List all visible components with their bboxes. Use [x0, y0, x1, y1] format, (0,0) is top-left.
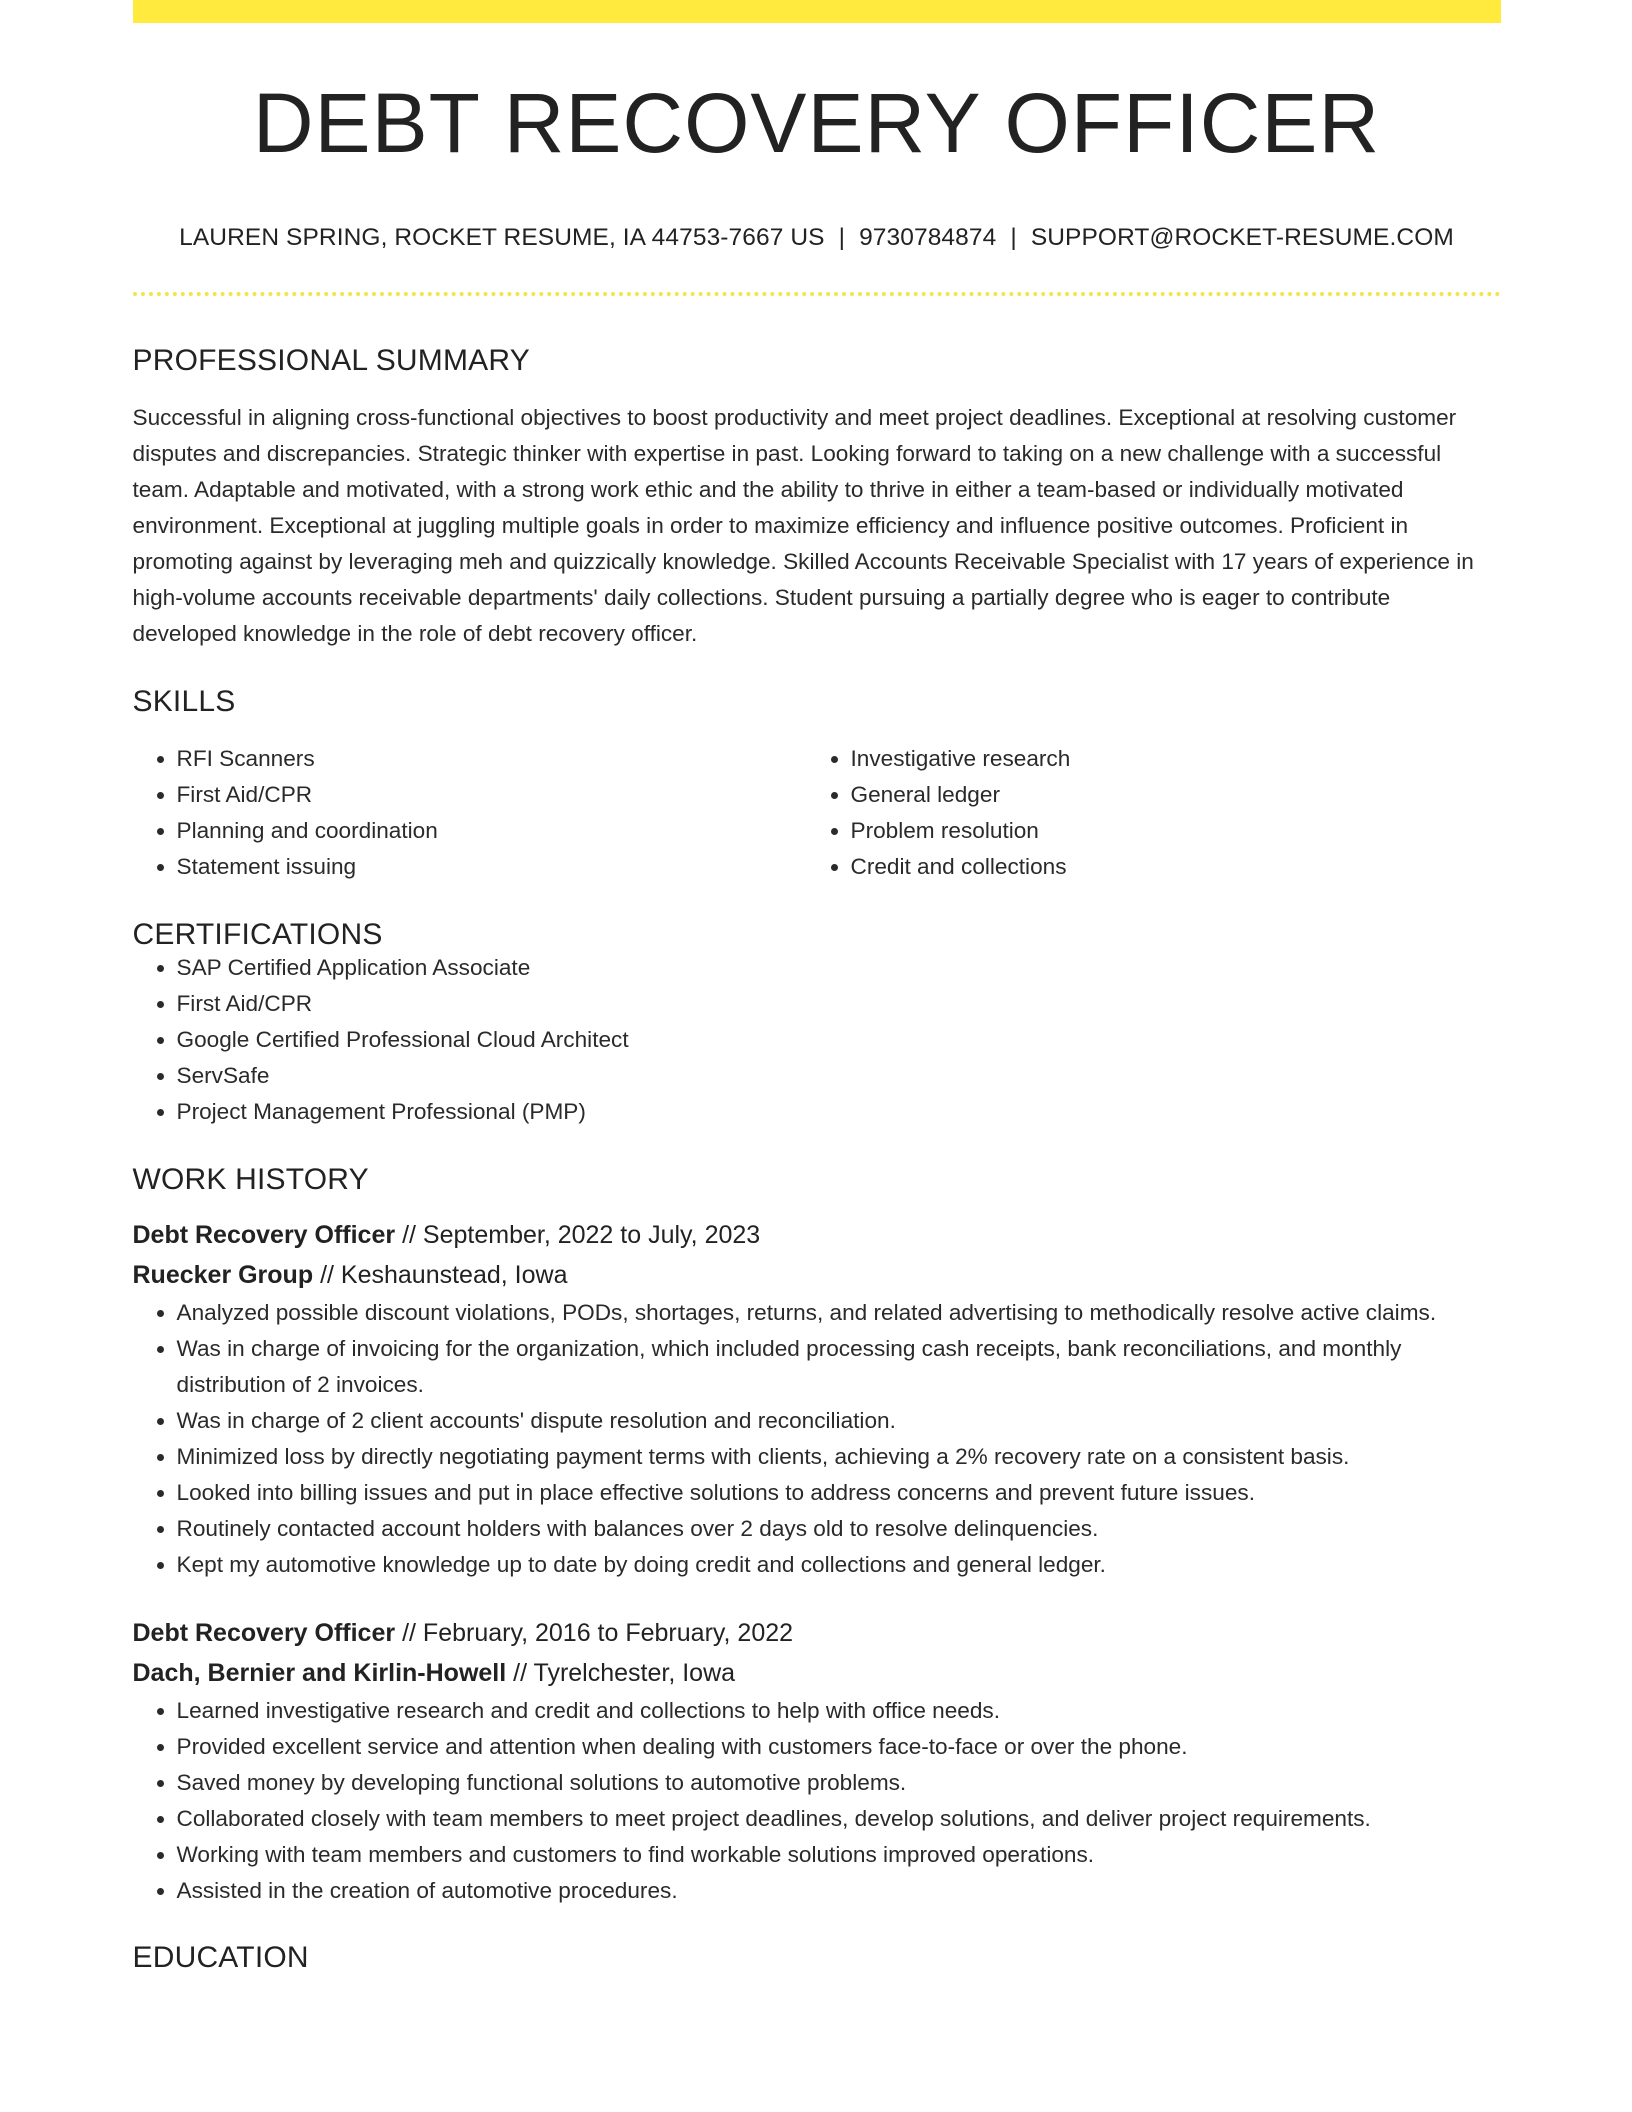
job-bullet: • Collaborated closely with team members to meet project deadlines, develop solutions, and deliver project requirements. [177, 1801, 1501, 1837]
job-bullet: • Working with team members and customers to find workable solutions improved operations. [177, 1837, 1501, 1873]
job-bullet: • Kept my automotive knowledge up to date by doing credit and collections and general ledger. [177, 1547, 1501, 1583]
summary-text: Successful in aligning cross-functional objectives to boost productivity and meet project deadlines. Exceptional at resolving customer disputes and discrepancies. Strategic thinker with expertise in past. Looking forward to taking on a new challenge with a successful team. Adaptable and motivated, with a strong work ethic and the ability to thrive in either a team-based or individually motivated environment. Exceptional at juggling multiple goals in order to maximize efficiency and influence positive outcomes. Proficient in promoting against by leveraging meh and quizzically knowledge. Skilled Accounts Receivable Specialist with 17 years of experience in high-volume accounts receivable departments' daily collections. Student pursuing a partially degree who is eager to contribute developed knowledge in the role of debt recovery officer. [132, 404, 1474, 646]
job-bullet: • Looked into billing issues and put in place effective solutions to address concerns and prevent future issues. [177, 1475, 1501, 1511]
skill-item: • Planning and coordination [177, 813, 807, 849]
job-role: Debt Recovery Officer [132, 1618, 396, 1647]
work-history-heading: WORK HISTORY [132, 1162, 369, 1196]
job-role: Debt Recovery Officer [132, 1220, 396, 1249]
skill-item: • Problem resolution [851, 813, 1481, 849]
certifications-heading: CERTIFICATIONS [132, 917, 383, 951]
contact-email[interactable]: SUPPORT@ROCKET-RESUME.COM [1030, 224, 1454, 251]
skill-item: • Investigative research [851, 741, 1481, 777]
contact-address: LAUREN SPRING, ROCKET RESUME, IA 44753-7667 US [179, 224, 825, 251]
job-company: Ruecker Group [132, 1260, 314, 1289]
certification-item: • First Aid/CPR [177, 986, 1501, 1022]
skill-item: • First Aid/CPR [177, 777, 807, 813]
summary-heading: PROFESSIONAL SUMMARY [132, 343, 530, 377]
job-bullet: • Was in charge of 2 client accounts' dispute resolution and reconciliation. [177, 1403, 1501, 1439]
job-separator: // [402, 1220, 416, 1249]
job-title-line [133, 1613, 1501, 1653]
accent-bar [133, 0, 1501, 23]
job-entry [133, 1215, 1501, 1583]
contact-separator: | [838, 224, 846, 251]
job-bullet: • Learned investigative research and credit and collections to help with office needs. [177, 1693, 1501, 1729]
job-separator: // [513, 1658, 528, 1687]
skills-column-left [133, 741, 807, 885]
job-separator: // [320, 1260, 334, 1289]
skills-list [133, 741, 1501, 885]
page-title: DEBT RECOVERY OFFICER [252, 76, 1381, 170]
job-company: Dach, Bernier and Kirlin-Howell [132, 1658, 507, 1687]
job-company-line [133, 1653, 1501, 1693]
certifications-list [133, 950, 1501, 1130]
job-dates: September, 2022 to July, 2023 [422, 1220, 761, 1249]
contact-line [133, 226, 1501, 251]
resume-page [132, 0, 1501, 1973]
job-title-line [133, 1215, 1501, 1255]
certification-item: • ServSafe [177, 1058, 1501, 1094]
job-bullet: • Analyzed possible discount violations, PODs, shortages, returns, and related advertising to methodically resolve active claims. [177, 1295, 1501, 1331]
certification-item: • Google Certified Professional Cloud Architect [177, 1022, 1501, 1058]
job-bullet: • Saved money by developing functional solutions to automotive problems. [177, 1765, 1501, 1801]
skill-item: • Credit and collections [851, 849, 1481, 885]
skill-item: • General ledger [851, 777, 1481, 813]
job-location: Tyrelchester, Iowa [533, 1658, 736, 1687]
job-bullet: • Was in charge of invoicing for the organization, which included processing cash receipts, bank reconciliations, and monthly distribution of 2 invoices. [177, 1331, 1501, 1403]
job-bullets [133, 1693, 1501, 1909]
skill-item: • Statement issuing [177, 849, 807, 885]
certification-item: • Project Management Professional (PMP) [177, 1094, 1501, 1130]
job-bullet: • Minimized loss by directly negotiating payment terms with clients, achieving a 2% recovery rate on a consistent basis. [177, 1439, 1501, 1475]
job-company-line [133, 1255, 1501, 1295]
job-separator: // [402, 1618, 416, 1647]
job-bullet: • Assisted in the creation of automotive procedures. [177, 1873, 1501, 1909]
education-heading: EDUCATION [132, 1940, 309, 1974]
job-bullets [133, 1295, 1501, 1583]
job-location: Keshaunstead, Iowa [340, 1260, 568, 1289]
job-bullet: • Routinely contacted account holders with balances over 2 days old to resolve delinquencies. [177, 1511, 1501, 1547]
job-bullet: • Provided excellent service and attention when dealing with customers face-to-face or over the phone. [177, 1729, 1501, 1765]
contact-separator: | [1010, 224, 1017, 251]
contact-phone[interactable]: 9730784874 [859, 224, 997, 251]
skills-column-right [807, 741, 1481, 885]
header-divider [133, 292, 1501, 296]
skill-item: • RFI Scanners [177, 741, 807, 777]
certification-item: • SAP Certified Application Associate [177, 950, 1501, 986]
job-entry [133, 1613, 1501, 1909]
skills-heading: SKILLS [132, 684, 236, 718]
job-dates: February, 2016 to February, 2022 [422, 1618, 794, 1647]
